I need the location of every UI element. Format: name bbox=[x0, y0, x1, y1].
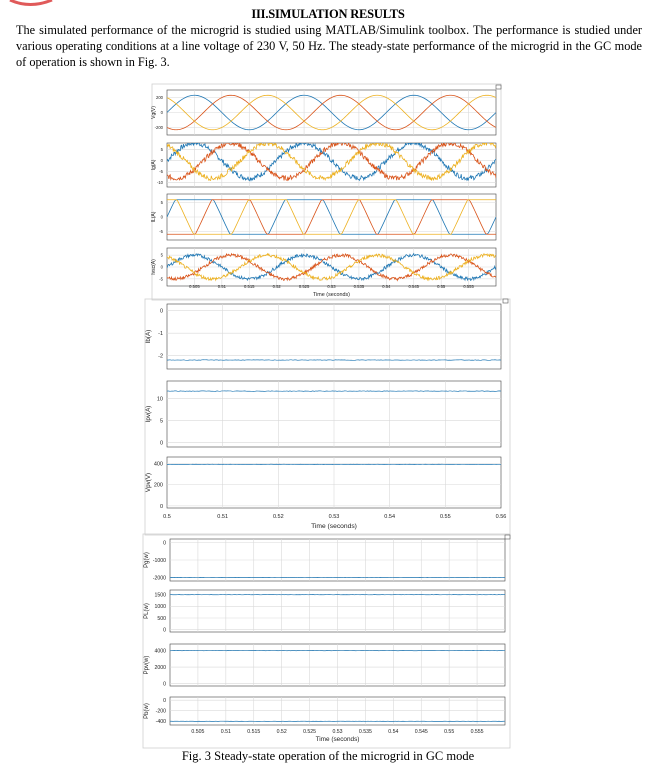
xtick-label: 0.545 bbox=[408, 284, 419, 289]
xtick-label: 0.55 bbox=[439, 514, 451, 520]
ylabel: PL(w) bbox=[144, 603, 150, 619]
section-paragraph: The simulated performance of the microgrid is studied using MATLAB/Simulink toolbox. The performance is studied under various operating conditions at a line voltage of 230 V, 50 Hz. The steady-state performance of the microgrid in the GC mode of operation is shown in Fig. 3. bbox=[16, 23, 642, 69]
section-heading: III.SIMULATION RESULTS bbox=[251, 7, 405, 21]
panel-pbw bbox=[144, 697, 505, 725]
xtick-label: 0.53 bbox=[327, 284, 336, 289]
corner-marker-icon bbox=[496, 85, 501, 89]
xtick-label: 0.51 bbox=[217, 514, 229, 520]
ylabel: Ig(A) bbox=[151, 159, 157, 171]
ytick-label: 0 bbox=[163, 697, 166, 704]
panel-plw bbox=[144, 590, 505, 633]
panel-vgv bbox=[151, 90, 496, 135]
xtick-label: 0.525 bbox=[303, 729, 317, 735]
xtick-label: 0.535 bbox=[353, 284, 365, 289]
xtick-label: 0.53 bbox=[332, 729, 343, 735]
ylabel: Pb(w) bbox=[144, 703, 150, 719]
xtick-label: 0.525 bbox=[298, 284, 310, 289]
panel-iba bbox=[145, 304, 501, 369]
xtick-label: 0.555 bbox=[463, 284, 474, 289]
ylabel: Vg(V) bbox=[151, 106, 157, 119]
ylabel: Ppv(w) bbox=[144, 655, 150, 675]
ytick-label: 0 bbox=[163, 681, 166, 688]
ytick-label: 5 bbox=[160, 147, 163, 153]
xtick-label: 0.55 bbox=[444, 729, 455, 735]
ytick-label: 0 bbox=[163, 627, 166, 634]
panel-vpvv bbox=[145, 457, 501, 510]
xlabel: Time (seconds) bbox=[313, 292, 350, 298]
panel-ipva bbox=[145, 381, 501, 447]
ylabel: IL(A) bbox=[151, 211, 157, 223]
ytick-label: 2000 bbox=[154, 664, 166, 671]
xtick-label: 0.535 bbox=[358, 729, 372, 735]
panel-ivsca bbox=[151, 248, 496, 286]
ytick-label: -5 bbox=[159, 169, 163, 175]
xtick-label: 0.515 bbox=[244, 284, 255, 289]
ytick-label: -200 bbox=[155, 708, 166, 715]
ytick-label: 5 bbox=[160, 252, 163, 258]
panel-iga bbox=[151, 141, 496, 187]
ytick-label: 1500 bbox=[154, 592, 166, 599]
ytick-label: -1 bbox=[158, 331, 163, 338]
ytick-label: 0 bbox=[160, 158, 163, 164]
xtick-label: 0.505 bbox=[191, 729, 205, 735]
ytick-label: 1000 bbox=[154, 604, 166, 611]
xtick-label: 0.52 bbox=[272, 284, 281, 289]
ytick-label: 200 bbox=[153, 482, 163, 489]
xtick-label: 0.53 bbox=[328, 514, 340, 520]
panel-pgw bbox=[144, 539, 505, 581]
ytick-label: 200 bbox=[156, 94, 163, 100]
ytick-label: -200 bbox=[154, 124, 163, 130]
xtick-label: 0.54 bbox=[382, 284, 391, 289]
xtick-label: 0.505 bbox=[189, 284, 200, 289]
xtick-label: 0.51 bbox=[217, 284, 226, 289]
xtick-label: 0.56 bbox=[495, 514, 507, 520]
ytick-label: -5 bbox=[159, 276, 163, 282]
figure-caption: Fig. 3 Steady-state operation of the microgrid in GC mode bbox=[181, 749, 475, 763]
ylabel: Vpv(V) bbox=[145, 472, 152, 493]
ylabel: Ipv(A) bbox=[145, 405, 152, 423]
ytick-label: 5 bbox=[160, 200, 163, 206]
ylabel: Ivsc(A) bbox=[151, 259, 157, 275]
panel-ppvw bbox=[144, 644, 505, 687]
xtick-label: 0.54 bbox=[388, 729, 399, 735]
ytick-label: 0 bbox=[160, 109, 163, 115]
xtick-label: 0.52 bbox=[276, 729, 287, 735]
ytick-label: -2000 bbox=[152, 575, 166, 582]
ytick-label: 0 bbox=[159, 503, 163, 510]
xtick-label: 0.515 bbox=[247, 729, 261, 735]
xtick-label: 0.55 bbox=[437, 284, 446, 289]
ytick-label: -400 bbox=[155, 719, 166, 726]
corner-marker-icon bbox=[503, 299, 508, 303]
ytick-label: 0 bbox=[159, 308, 163, 315]
ytick-label: 0 bbox=[163, 540, 166, 547]
ytick-label: -2 bbox=[158, 353, 163, 360]
ylabel: Ib(A) bbox=[145, 329, 152, 344]
ytick-label: 500 bbox=[157, 615, 166, 622]
ytick-label: -10 bbox=[156, 180, 163, 186]
ytick-label: 400 bbox=[153, 461, 163, 468]
xlabel: Time (seconds) bbox=[315, 736, 360, 743]
ytick-label: 5 bbox=[159, 418, 163, 425]
xtick-label: 0.52 bbox=[272, 514, 284, 520]
corner-marker-icon bbox=[505, 535, 510, 539]
xtick-label: 0.555 bbox=[470, 729, 484, 735]
ytick-label: 4000 bbox=[154, 648, 166, 655]
ytick-label: 10 bbox=[156, 396, 163, 403]
ytick-label: -5 bbox=[159, 228, 163, 234]
xlabel: Time (seconds) bbox=[311, 523, 357, 530]
xtick-label: 0.5 bbox=[163, 514, 171, 520]
xtick-label: 0.51 bbox=[220, 729, 231, 735]
ylabel: Pg(w) bbox=[144, 552, 150, 568]
ytick-label: -1000 bbox=[152, 557, 166, 564]
ytick-label: 0 bbox=[160, 214, 163, 220]
ytick-label: 0 bbox=[160, 264, 163, 270]
xtick-label: 0.545 bbox=[414, 729, 428, 735]
xtick-label: 0.54 bbox=[384, 514, 396, 520]
ytick-label: 0 bbox=[159, 440, 163, 447]
panel-ila bbox=[151, 194, 496, 240]
